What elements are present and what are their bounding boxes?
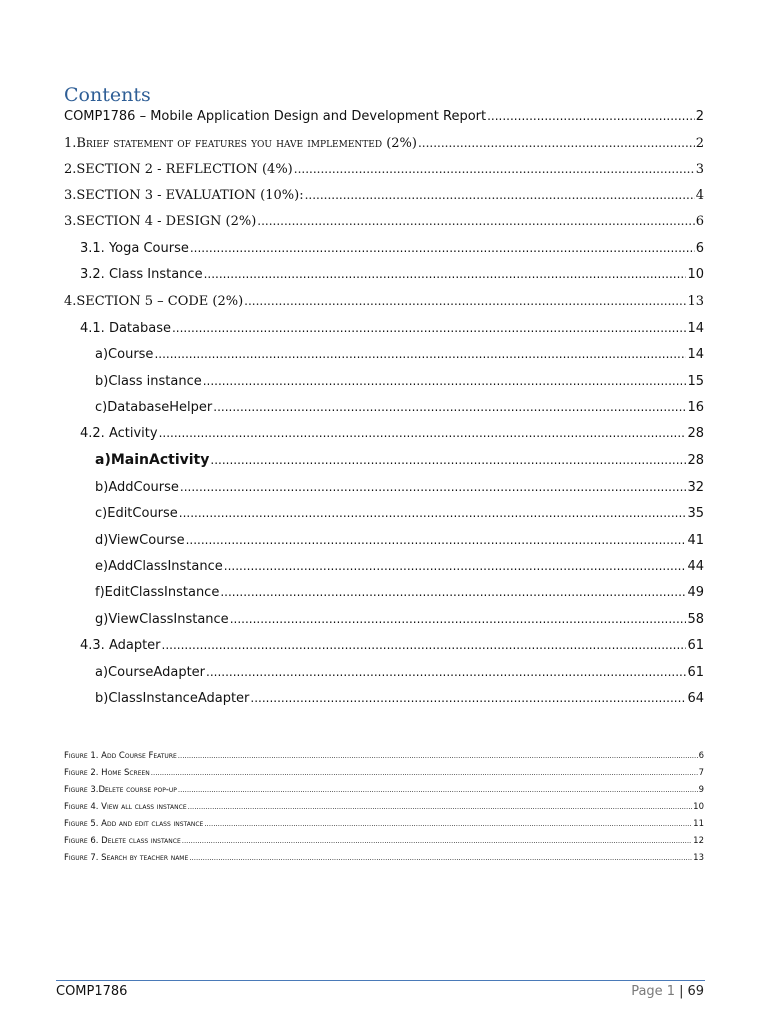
toc-entry-number: c) [95,506,108,521]
toc-entry[interactable] [95,452,704,468]
leader-dots [179,506,687,520]
toc-entry-text: Class instance [108,374,202,389]
toc-entry-page: 61 [687,638,704,653]
toc-entry-page: 44 [687,559,704,574]
leader-dots [172,321,686,335]
figure-entry-text: Figure 3.Delete course pop-up [64,785,177,795]
toc-entry-page: 41 [687,533,704,548]
toc-entry-page: 58 [687,612,704,627]
leader-dots [250,691,686,705]
toc-entry-page: 3 [695,162,704,177]
toc-entry-text: COMP1786 – Mobile Application Design and Development Report [64,109,487,124]
toc-entry-number: 3. [64,188,77,203]
leader-dots [220,585,686,599]
toc-entry-page: 4 [695,188,704,203]
toc-entry-page: 28 [687,426,704,441]
figure-entry-page: 13 [693,853,704,863]
leader-dots [204,820,692,828]
toc-entry[interactable] [95,612,704,627]
leader-dots [190,241,695,255]
leader-dots [224,559,687,573]
toc-entry[interactable] [95,506,704,521]
toc-entry-text: SECTION 3 - EVALUATION (10%): [76,188,304,203]
leader-dots [159,426,687,440]
toc-entry[interactable] [80,426,704,441]
toc-entry-text: SECTION 4 - DESIGN (2%) [76,214,257,229]
toc-entry[interactable] [64,188,704,203]
figure-entry[interactable] [64,751,704,761]
toc-entry-text: MainActivity [110,452,210,468]
toc-entry-number: a) [95,665,109,680]
toc-entry-text: EditClassInstance [104,585,220,600]
toc-entry[interactable] [64,109,704,124]
footer-page-total: 69 [687,984,704,999]
toc-entry-number: b) [95,480,109,495]
toc-entry-page: 14 [687,347,704,362]
toc-entry-page: 6 [695,214,704,229]
toc-entry-page: 32 [687,480,704,495]
leader-dots [189,854,692,862]
toc-entry[interactable] [95,374,704,389]
toc-entry-text: ClassInstanceAdapter [108,691,250,706]
toc-entry-number: 3. [64,214,77,229]
figure-entry-text: Figure 5. Add and edit class instance [64,819,204,829]
toc-entry-text: SECTION 5 – CODE (2%) [76,294,244,309]
toc-entry-number: g) [95,612,109,627]
leader-dots [210,453,686,467]
figure-entry[interactable] [64,802,704,812]
toc-entry[interactable] [95,480,704,495]
toc-entry[interactable] [95,347,704,362]
toc-entry-text: DatabaseHelper [107,400,213,415]
toc-entry-number: 2. [64,162,77,177]
toc-entry-text: EditCourse [107,506,178,521]
toc-entry-page: 14 [687,321,704,336]
toc-entry-number: c) [95,400,108,415]
toc-entry-text: AddClassInstance [108,559,223,574]
toc-entry-page: 2 [695,136,704,151]
toc-entry-page: 2 [695,109,704,124]
toc-entry-text: Course [108,347,154,362]
footer-divider [56,980,705,981]
toc-entry[interactable] [95,533,704,548]
figure-entry-text: Figure 2. Home Screen [64,768,150,778]
figure-entry-page: 6 [698,751,704,761]
leader-dots [154,347,686,361]
footer-page-number [631,984,704,999]
toc-entry-text: ViewClassInstance [108,612,229,627]
footer-course-code: COMP1786 [56,984,128,999]
figure-entry-page: 12 [693,836,704,846]
leader-dots [204,267,687,281]
toc-entry-page: 13 [687,294,704,309]
leader-dots [206,665,686,679]
toc-entry[interactable] [95,585,704,600]
figure-entry-page: 9 [698,785,704,795]
toc-entry-number: e) [95,559,109,574]
toc-entry-page: 16 [687,400,704,415]
toc-entry-page: 35 [687,506,704,521]
toc-entry-text: Brief statement of features you have implemented (2%) [76,136,417,151]
leader-dots [180,480,687,494]
toc-entry[interactable] [95,665,704,680]
figure-entry[interactable] [64,768,704,778]
toc-entry-number: a) [95,452,111,468]
figure-entry[interactable] [64,819,704,829]
toc-title: Contents [64,84,151,106]
toc-entry[interactable] [64,136,704,151]
leader-dots [244,294,686,308]
toc-entry[interactable] [95,400,704,415]
toc-entry[interactable] [95,691,704,706]
leader-dots [151,769,698,777]
toc-entry-page: 49 [687,585,704,600]
leader-dots [188,803,693,811]
figure-entry-page: 7 [698,768,704,778]
toc-entry-text: 3.2. Class Instance [80,267,203,282]
footer-page-label: Page 1 [631,984,676,999]
toc-entry-text: ViewCourse [108,533,185,548]
figure-entry-text: Figure 6. Delete class instance [64,836,181,846]
figure-entry-page: 10 [693,802,704,812]
toc-entry-page: 6 [695,241,704,256]
toc-entry-number: b) [95,374,109,389]
leader-dots [257,214,694,228]
leader-dots [418,136,695,150]
toc-entry[interactable] [80,321,704,336]
leader-dots [186,533,687,547]
toc-entry-number: a) [95,347,109,362]
leader-dots [182,837,692,845]
toc-entry-text: CourseAdapter [108,665,206,680]
toc-entry-number: b) [95,691,109,706]
toc-entry[interactable] [80,638,704,653]
toc-entry-number: f) [95,585,105,600]
figure-entry[interactable] [64,785,704,795]
toc-entry-text: 4.3. Adapter [80,638,161,653]
toc-entry[interactable] [80,267,704,282]
toc-entry-page: 28 [687,453,704,468]
toc-entry[interactable] [80,241,704,256]
figure-entry-text: Figure 1. Add Course Feature [64,751,177,761]
leader-dots [294,162,695,176]
leader-dots [178,786,698,794]
figure-entry-page: 11 [693,819,704,829]
leader-dots [487,109,695,123]
figure-entry[interactable] [64,836,704,846]
leader-dots [305,188,695,202]
toc-entry[interactable] [64,162,704,177]
toc-entry-text: SECTION 2 - REFLECTION (4%) [76,162,293,177]
toc-entry-text: 3.1. Yoga Course [80,241,189,256]
toc-entry-page: 61 [687,665,704,680]
toc-entry-text: 4.2. Activity [80,426,158,441]
toc-entry-page: 10 [687,267,704,282]
toc-entry-number: 1. [64,136,77,151]
toc-entry-page: 64 [687,691,704,706]
leader-dots [203,374,687,388]
figure-entry[interactable] [64,853,704,863]
toc-entry-page: 15 [687,374,704,389]
leader-dots [230,612,687,626]
toc-entry[interactable] [64,294,704,309]
toc-entry-number: d) [95,533,109,548]
toc-entry[interactable] [95,559,704,574]
leader-dots [178,752,698,760]
toc-entry-text: 4.1. Database [80,321,171,336]
footer-separator: | [679,984,684,999]
toc-entry-number: 4. [64,294,77,309]
figure-entry-text: Figure 4. View all class instance [64,802,187,812]
toc-entry[interactable] [64,214,704,229]
leader-dots [213,400,686,414]
toc-entry-text: AddCourse [108,480,179,495]
leader-dots [162,638,687,652]
figure-entry-text: Figure 7. Search by teacher name [64,853,189,863]
